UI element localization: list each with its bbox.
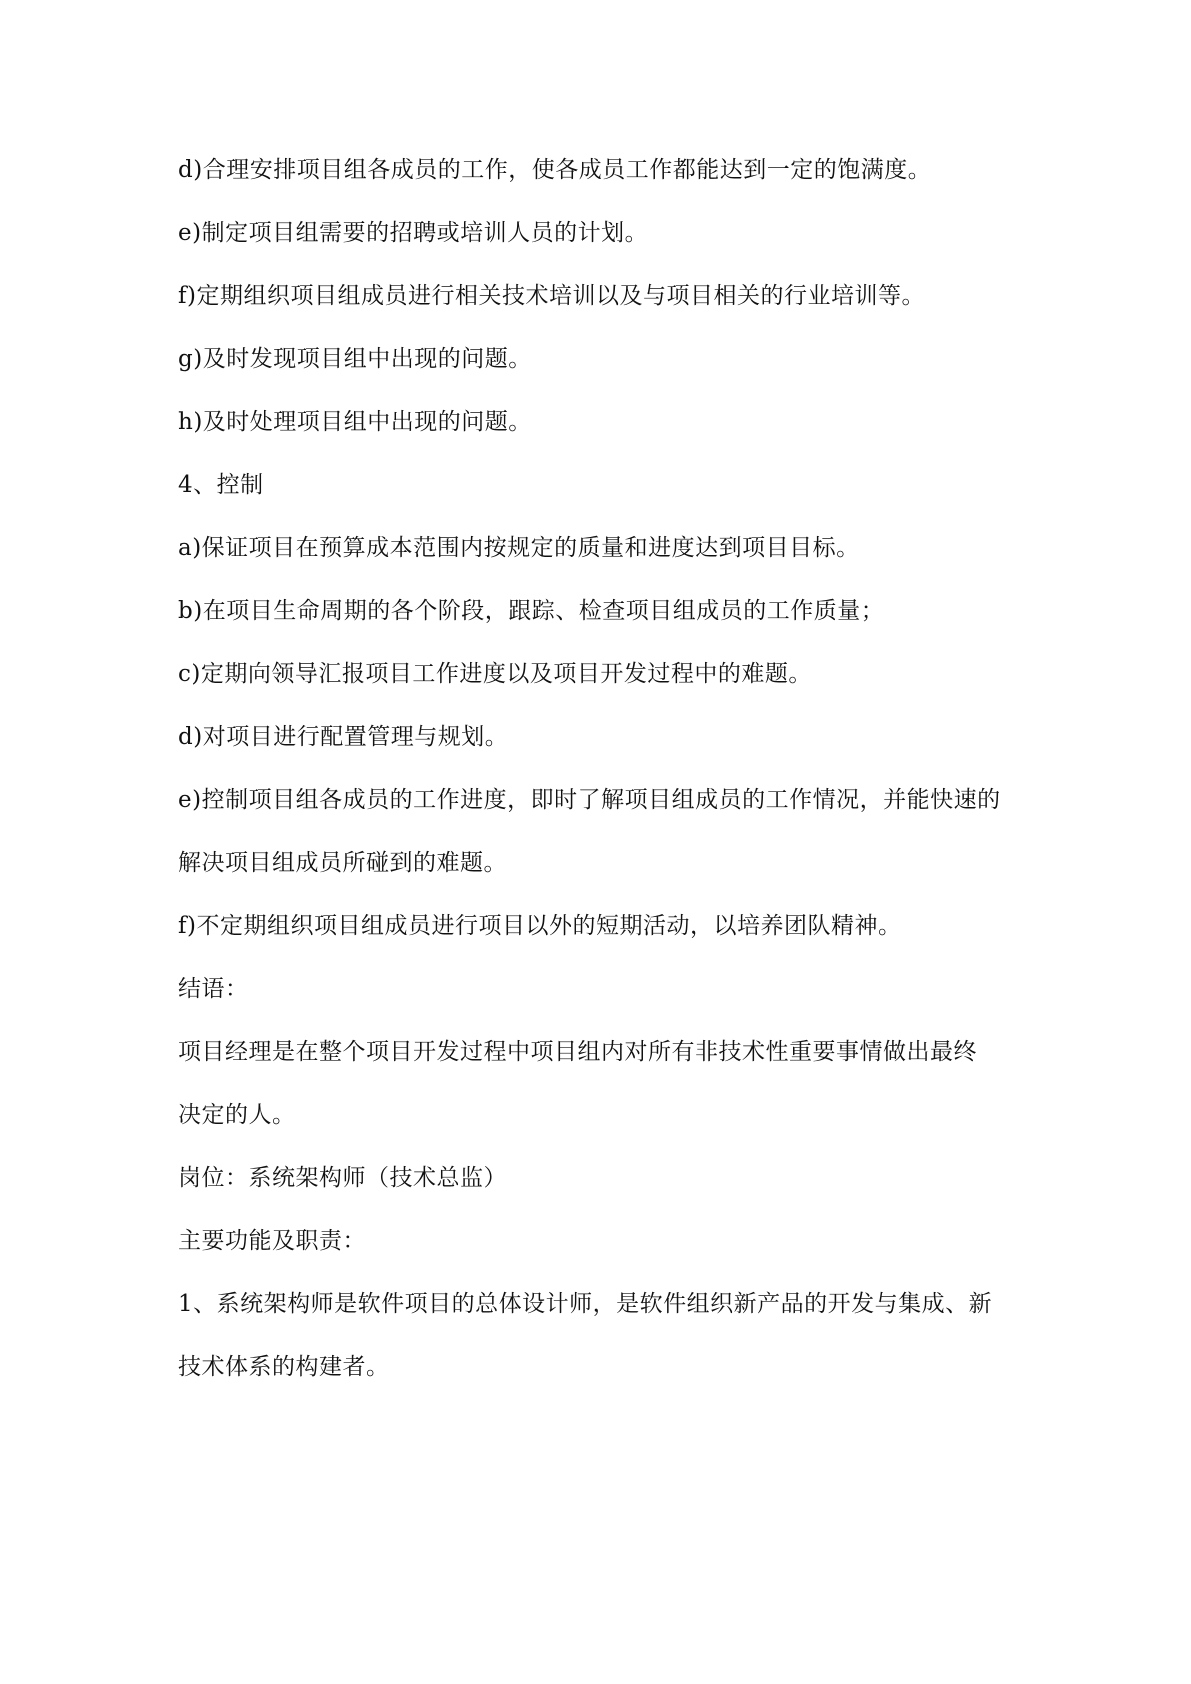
paragraph-line: 决定的人。 <box>178 1102 296 1128</box>
paragraph-line: h)及时处理项目组中出现的问题。 <box>178 409 532 435</box>
paragraph-line: f)不定期组织项目组成员进行项目以外的短期活动，以培养团队精神。 <box>178 913 902 939</box>
paragraph-line: 技术体系的构建者。 <box>178 1354 390 1380</box>
paragraph-line: 解决项目组成员所碰到的难题。 <box>178 850 507 876</box>
section-heading: 岗位：系统架构师（技术总监） <box>178 1165 507 1191</box>
paragraph-line: e)控制项目组各成员的工作进度，即时了解项目组成员的工作情况，并能快速的 <box>178 787 1001 813</box>
paragraph-line: c)定期向领导汇报项目工作进度以及项目开发过程中的难题。 <box>178 661 812 687</box>
paragraph-line: g)及时发现项目组中出现的问题。 <box>178 346 532 372</box>
paragraph-line: b)在项目生命周期的各个阶段，跟踪、检查项目组成员的工作质量； <box>178 598 885 624</box>
paragraph-line: a)保证项目在预算成本范围内按规定的质量和进度达到项目目标。 <box>178 535 860 561</box>
section-heading: 结语： <box>178 976 249 1002</box>
paragraph-line: e)制定项目组需要的招聘或培训人员的计划。 <box>178 220 649 246</box>
section-heading: 主要功能及职责： <box>178 1228 366 1254</box>
paragraph-line: d)合理安排项目组各成员的工作，使各成员工作都能达到一定的饱满度。 <box>178 157 932 183</box>
paragraph-line: d)对项目进行配置管理与规划。 <box>178 724 509 750</box>
paragraph-line: 项目经理是在整个项目开发过程中项目组内对所有非技术性重要事情做出最终 <box>178 1039 977 1065</box>
section-heading: 4、控制 <box>178 472 264 498</box>
paragraph-line: 1、系统架构师是软件项目的总体设计师，是软件组织新产品的开发与集成、新 <box>178 1291 993 1317</box>
paragraph-line: f)定期组织项目组成员进行相关技术培训以及与项目相关的行业培训等。 <box>178 283 925 309</box>
